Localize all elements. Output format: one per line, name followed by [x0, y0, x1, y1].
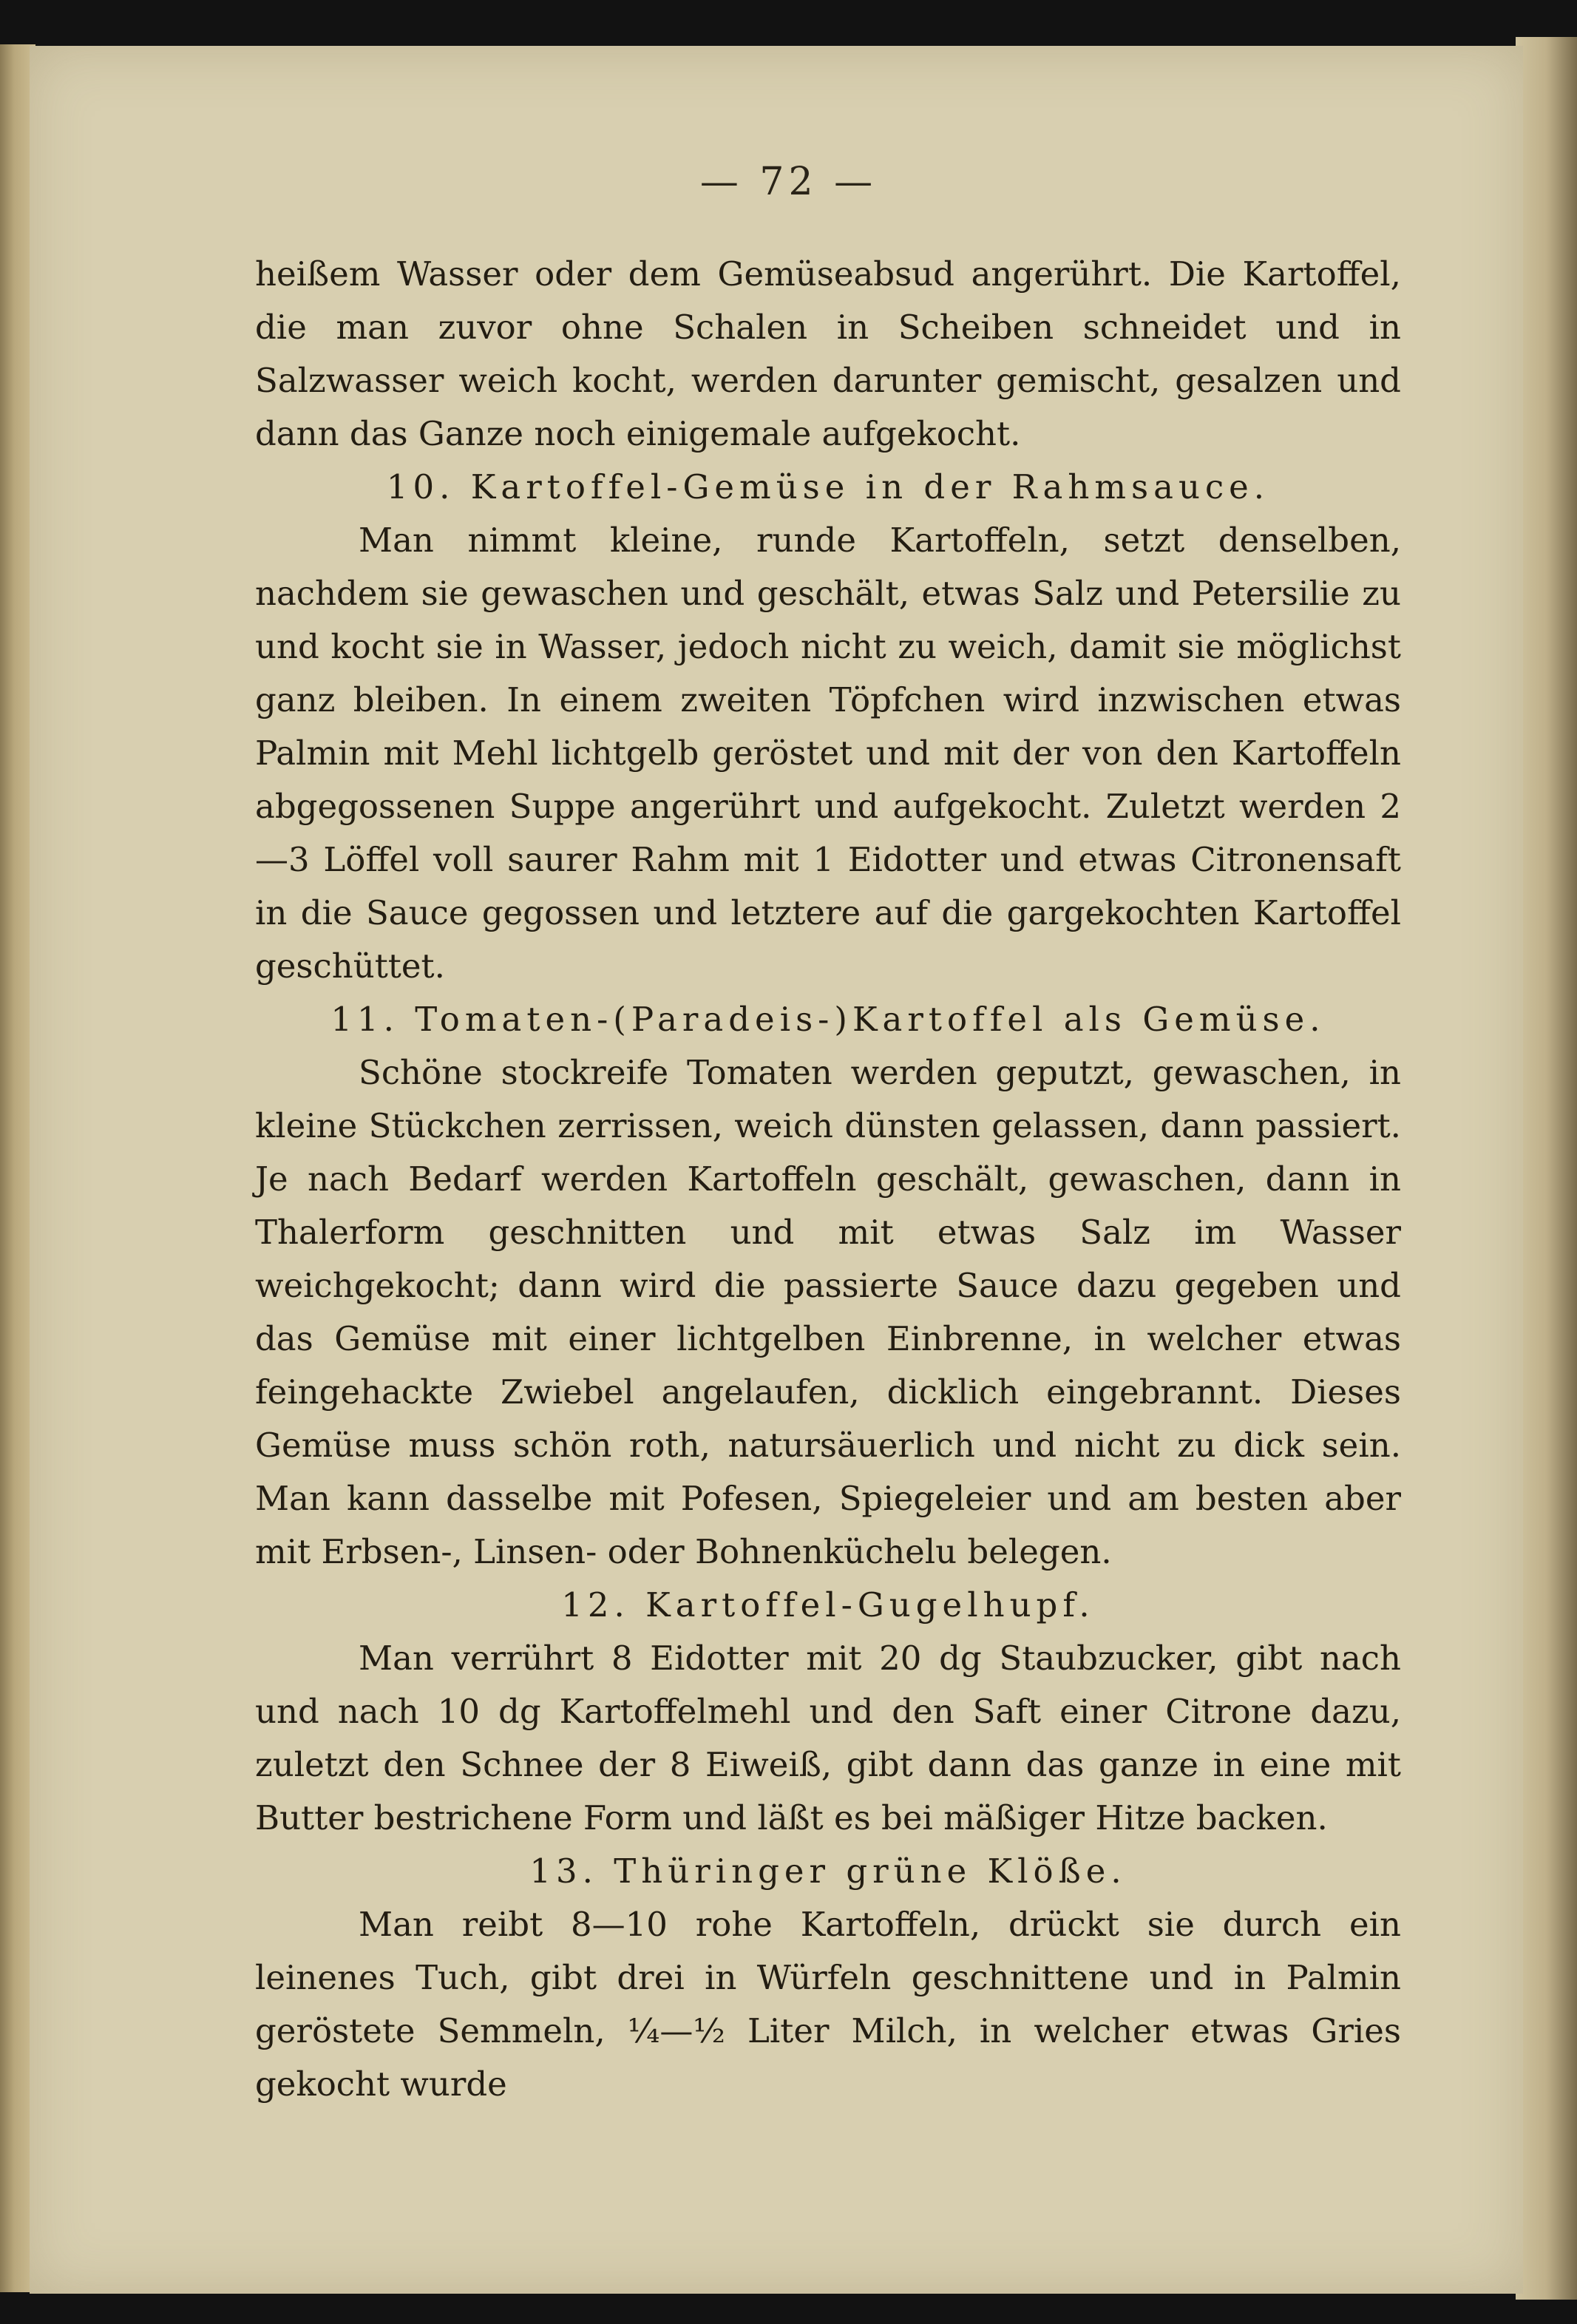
page-number: — 72 — [699, 160, 878, 204]
paragraph-continuation: heißem Wasser oder dem Gemüseabsud angerührt. Die Kartoffel, die man zuvor ohne Schalen in Scheiben schneidet und in Salzwasser weich kocht, werden darunter gemischt, gesalzen und dann das Ganze noch einigemale aufgekocht. [255, 254, 1401, 453]
recipe-heading-10: 10. Kartoffel-Gemüse in der Rahmsauce. [386, 467, 1270, 507]
recipe-heading-12: 12. Kartoffel-Gugelhupf. [561, 1585, 1095, 1625]
recipe-text-13: Man reibt 8—10 rohe Kartoffeln, drückt sie durch ein leinenes Tuch, gibt drei in Würfeln geschnittene und in Palmin geröstete Semmeln, ¼—½ Liter Milch, in welcher etwas Gries gekocht wurde [255, 1905, 1401, 2104]
page-right-edge [1516, 37, 1577, 2300]
recipe-text-11: Schöne stockreife Tomaten werden geputzt, gewaschen, in kleine Stückchen zerrissen, weich dünsten gelassen, dann passiert. Je nach Bedarf werden Kartoffeln geschält, gewaschen, dann in Thalerform geschnitten und mit etwas Salz im Wasser weichgekocht; dann wird die passierte Sauce dazu gegeben und das Gemüse mit einer lichtgelben Einbrenne, in welcher etwas feingehackte Zwiebel angelaufen, dicklich eingebrannt. Dieses Gemüse muss schön roth, natursäuerlich und nicht zu dick sein. Man kann dasselbe mit Pofesen, Spiegeleier und am besten aber mit Erbsen-, Linsen- oder Bohnenküchelu belegen. [255, 1053, 1401, 1571]
recipe-text-12: Man verrührt 8 Eidotter mit 20 dg Staubzucker, gibt nach und nach 10 dg Kartoffelmehl und den Saft einer Citrone dazu, zuletzt den Schnee der 8 Eiweiß, gibt dann das ganze in eine mit Butter bestrichene Form und läßt es bei mäßiger Hitze backen. [255, 1639, 1401, 1837]
recipe-text-10: Man nimmt kleine, runde Kartoffeln, setzt denselben, nachdem sie gewaschen und geschält, etwas Salz und Petersilie zu und kocht sie in Wasser, jedoch nicht zu weich, damit sie möglichst ganz bleiben. In einem zweiten Töpfchen wird inzwischen etwas Palmin mit Mehl lichtgelb geröstet und mit der von den Kartoffeln abgegossenen Suppe angerührt und aufgekocht. Zuletzt werden 2—3 Löffel voll saurer Rahm mit 1 Eidotter und etwas Citronensaft in die Sauce gegossen und letztere auf die gargekochten Kartoffel geschüttet. [255, 521, 1401, 986]
page-content [255, 248, 1401, 2111]
recipe-heading-11: 11. Tomaten-(Paradeis-)Kartoffel als Gemüse. [330, 1000, 1326, 1039]
recipe-heading-13: 13. Thüringer grüne Klöße. [529, 1852, 1127, 1891]
